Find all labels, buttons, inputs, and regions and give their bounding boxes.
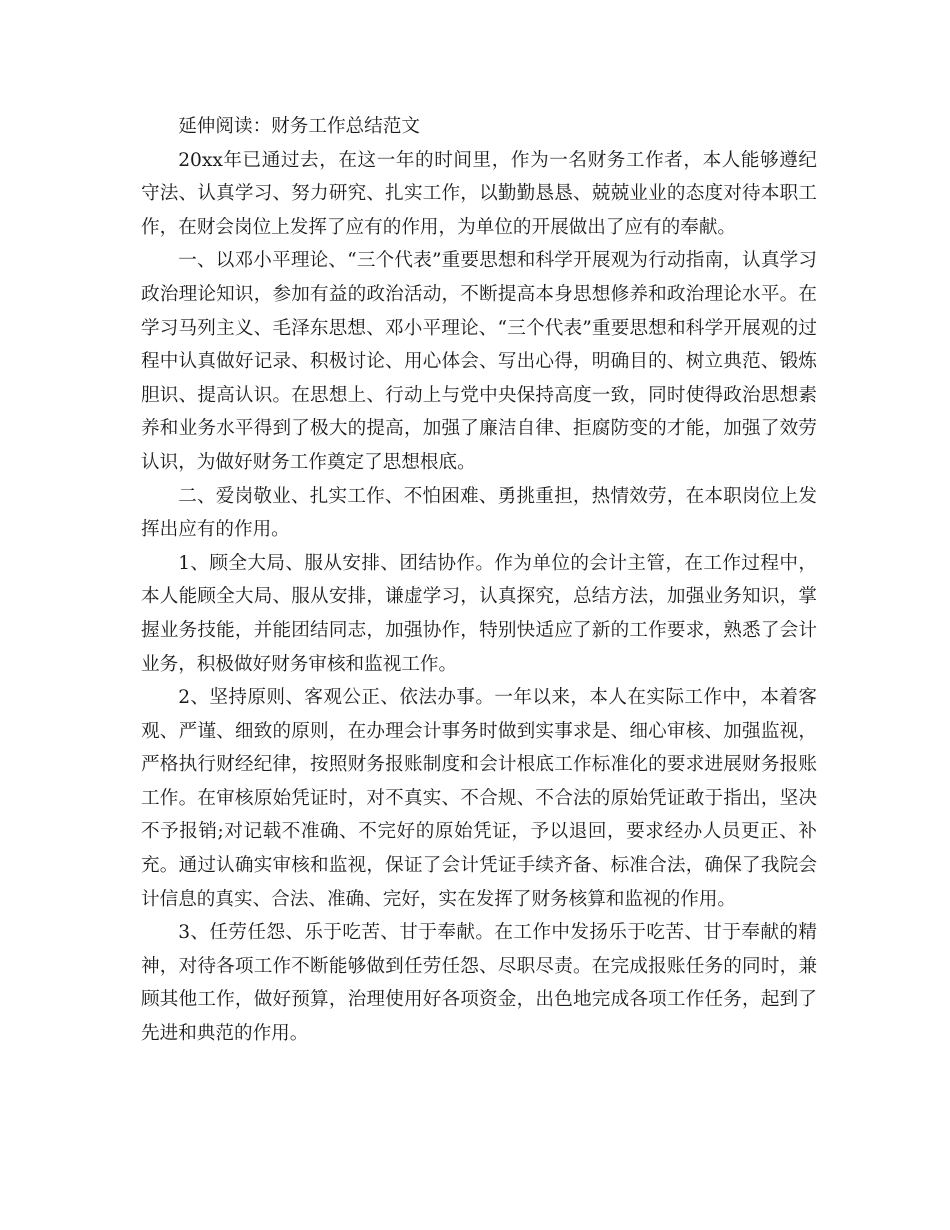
paragraph-section-two: 二、爱岗敬业、扎实工作、不怕困难、勇挑重担，热情效劳，在本职岗位上发挥出应有的作用。 <box>141 485 817 541</box>
paragraph-item-1: 1、顾全大局、服从安排、团结协作。作为单位的会计主管，在工作过程中，本人能顾全大局、服从安排，谦虚学习，认真探究，总结方法，加强业务知识，掌握业务技能，并能团结同志，加强协作，特别快适应了新的工作要求，熟悉了会计业务，积极做好财务审核和监视工作。 <box>141 552 817 675</box>
document-title: 延伸阅读：财务工作总结范文 <box>178 116 420 137</box>
paragraph-item-2: 2、坚持原则、客观公正、依法办事。一年以来，本人在实际工作中，本着客观、严谨、细致的原则，在办理会计事务时做到实事求是、细心审核、加强监视，严格执行财经纪律，按照财务报账制度和会计根底工作标准化的要求进展财务报账工作。在审核原始凭证时，对不真实、不合规、不合法的原始凭证敢于指出，坚决不予报销;对记载不准确、不完好的原始凭证，予以退回，要求经办人员更正、补充。通过认确实审核和监视，保证了会计凭证手续齐备、标准合法，确保了我院会计信息的真实、合法、准确、完好，实在发挥了财务核算和监视的作用。 <box>141 687 817 910</box>
paragraph-item-3: 3、任劳任怨、乐于吃苦、甘于奉献。在工作中发扬乐于吃苦、甘于奉献的精神，对待各项工作不断能够做到任劳任怨、尽职尽责。在完成报账任务的同时，兼顾其他工作，做好预算，治理使用好各项资金，出色地完成各项工作任务，起到了先进和典范的作用。 <box>141 922 817 1045</box>
paragraph-section-one: 一、以邓小平理论、“三个代表”重要思想和科学开展观为行动指南，认真学习政治理论知识，参加有益的政治活动，不断提高本身思想修养和政治理论水平。在学习马列主义、毛泽东思想、邓小平理论、“三个代表”重要思想和科学开展观的过程中认真做好记录、积极讨论、用心体会、写出心得，明确目的、树立典范、锻炼胆识、提高认识。在思想上、行动上与党中央保持高度一致，同时使得政治思想素养和业务水平得到了极大的提高，加强了廉洁自律、拒腐防变的才能，加强了效劳认识，为做好财务工作奠定了思想根底。 <box>141 250 817 473</box>
document-body <box>141 110 817 1051</box>
paragraph-intro: 20xx年已通过去，在这一年的时间里，作为一名财务工作者，本人能够遵纪守法、认真学习、努力研究、扎实工作，以勤勤恳恳、兢兢业业的态度对待本职工作，在财会岗位上发挥了应有的作用，为单位的开展做出了应有的奉献。 <box>141 149 817 238</box>
